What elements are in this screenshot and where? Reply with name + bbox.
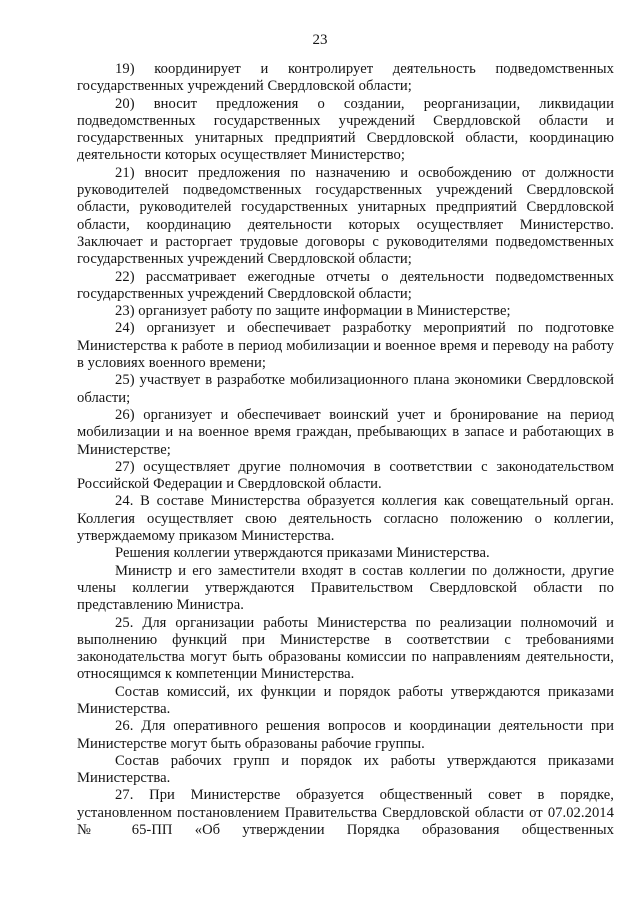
paragraph-item-20: 20) вносит предложения о создании, реорганизации, ликвидации подведомственных государственных учреждений Свердловской области и государственных унитарных предприятий Свердловской области, координацию деятельности которых осуществляет Министерство; [77, 95, 614, 164]
working-groups-composition: Состав рабочих групп и порядок их работы утверждаются приказами Министерства. [77, 752, 614, 787]
collegium-decisions: Решения коллегии утверждаются приказами Министерства. [115, 545, 490, 562]
document-body [77, 61, 614, 839]
clause-27-public-council: 27. При Министерстве образуется общественный совет в порядке, установленном постановлением Правительства Свердловской области от 07.02.2014 № 65-ПП «Об утверждении Порядка образования общественных [77, 787, 614, 839]
clause-24-collegium: 24. В составе Министерства образуется коллегия как совещательный орган. Коллегия осуществляет свою деятельность согласно положению о коллегии, утверждаемому приказом Министерства. [77, 493, 614, 545]
paragraph-item-19: 19) координирует и контролирует деятельность подведомственных государственных учреждений Свердловской области; [77, 61, 614, 95]
paragraph-item-26: 26) организует и обеспечивает воинский учет и бронирование на период мобилизации и на военное время граждан, пребывающих в запасе и работающих в Министерстве; [77, 406, 614, 458]
paragraph-item-22: 22) рассматривает ежегодные отчеты о деятельности подведомственных государственных учреждений Свердловской области; [77, 268, 614, 302]
collegium-membership: Министр и его заместители входят в состав коллегии по должности, другие члены коллегии утверждаются Правительством Свердловской области по представлению Министра. [77, 562, 614, 614]
paragraph-item-21: 21) вносит предложения по назначению и освобождению от должности руководителей подведомственных государственных учреждений Свердловской области, руководителей государственных унитарных предприятий Свердловской области, координацию деятельности которых осуществляет Министерство. Заключает и расторгает трудовые договоры с руководителями подведомственных государственных учреждений Свердловской области; [77, 164, 614, 268]
page-number: 23 [312, 32, 328, 48]
clause-25-commissions: 25. Для организации работы Министерства по реализации полномочий и выполнению функций при Министерстве в соответствии с требованиями законодательства могут быть образованы комиссии по направлениям деятельности, относящимся к компетенции Министерства. [77, 614, 614, 683]
paragraph-item-23: 23) организует работу по защите информации в Министерстве; [115, 303, 511, 320]
paragraph-item-27: 27) осуществляет другие полномочия в соответствии с законодательством Российской Федерации и Свердловской области. [77, 458, 614, 493]
paragraph-item-24: 24) организует и обеспечивает разработку мероприятий по подготовке Министерства к работе в период мобилизации и военное время и переводу на работу в условиях военного времени; [77, 320, 614, 372]
paragraph-item-25: 25) участвует в разработке мобилизационного плана экономики Свердловской области; [77, 372, 614, 406]
commissions-composition: Состав комиссий, их функции и порядок работы утверждаются приказами Министерства. [77, 683, 614, 717]
clause-26-working-groups: 26. Для оперативного решения вопросов и координации деятельности при Министерстве могут быть образованы рабочие группы. [77, 718, 614, 752]
